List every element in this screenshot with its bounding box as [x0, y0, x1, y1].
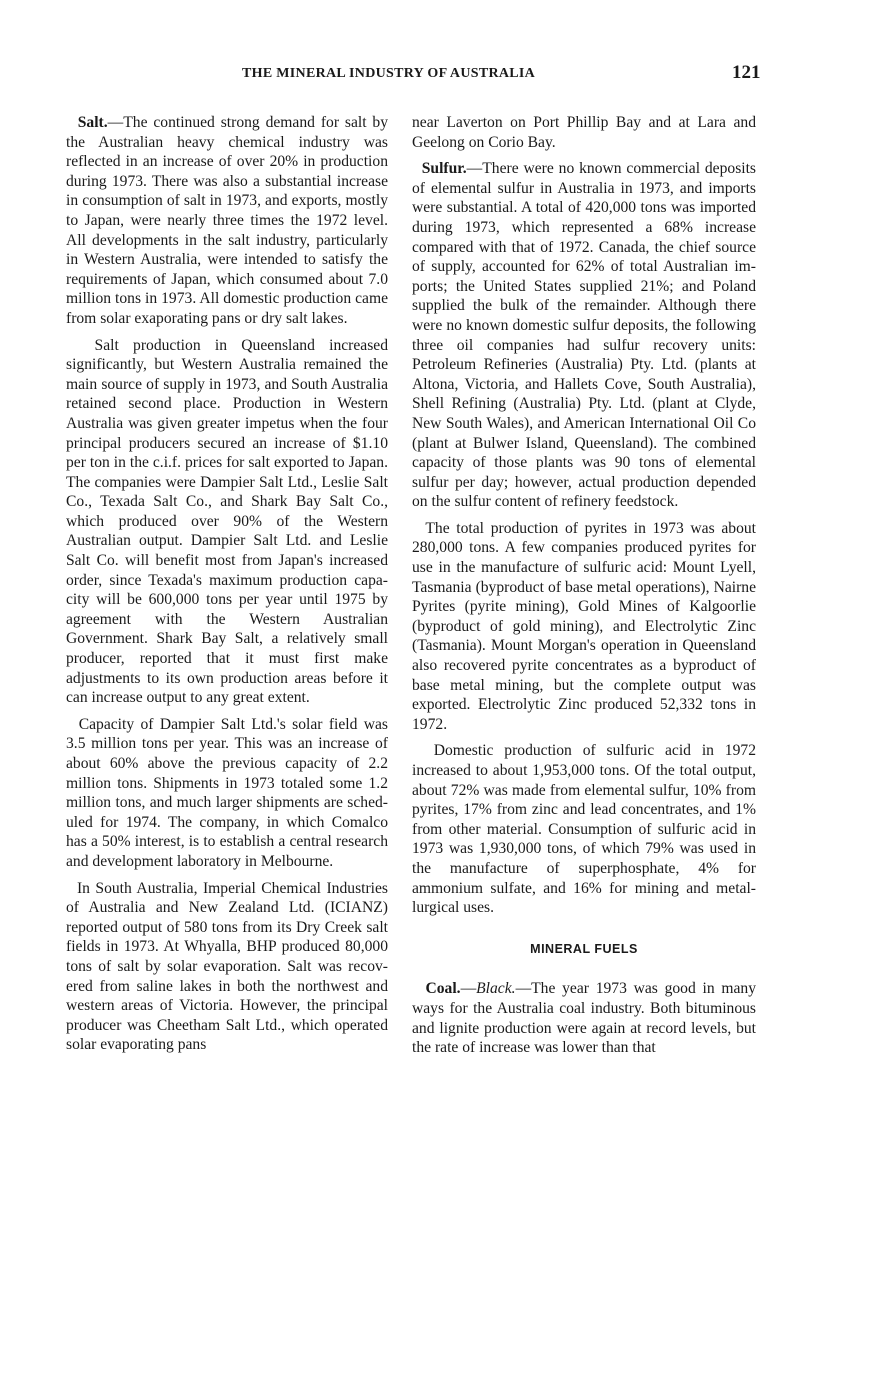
paragraph-salt-production — [66, 336, 388, 708]
sulfur-intro-text: —There were no known commercial deposits of elemental sulfur in Australia in 1973, and imports were substantial. A total of 420,000 tons was imported during 1973, which represented a 68% increase compared with that of 1972. Canada, the chief source of supply, accounted for 62% of total Australian imports; the United States supplied 21%; and Poland supplied the bulk of the remainder. Although there were no known domestic sulfur deposits, the following three oil companies had sulfur recovery units: Petroleum Refineries (Australia) Pty. Ltd. (plants at Altona, Victoria, and Hallets Cove, South Australia), Shell Refining (Australia) Pty. Ltd. (plant at Clyde, New South Wales), and American International Oil Co (plant at Bulwer Island, Queensland). The combined capacity of those plants was 90 tons of elemental sulfur per day; however, actual production depended on the sulfur content of refinery feedstock. — [412, 160, 756, 511]
right-column — [412, 113, 756, 1065]
salt-lead-heading: Salt. — [77, 114, 108, 131]
coal-intro-text: —The year 1973 was good in many ways for the Australia coal industry. Both bituminous and lignite production were again at record levels, but the rate of increase was lower than that — [412, 980, 757, 1057]
paragraph-coal-intro: Coal.—Black.—The year 1973 was good in many ways for the Australia coal industry. Both bituminous and lignite production were again at record levels, but the rate of increase was lower than that — [412, 980, 757, 1057]
paragraph-south-australia — [66, 879, 388, 1055]
running-title: THE MINERAL INDUSTRY OF AUSTRALIA — [242, 66, 536, 81]
salt-continued-text: near Laverton on Port Phillip Bay and at Lara and Geelong on Corio Bay. — [412, 114, 756, 151]
salt-intro-text: —The continued strong demand for salt by the Australian heavy chemical industry was reflected in an increase of over 20% in production during 1973. There was also a substantial increase in consumption of salt in 1973, and exports, mostly to Japan, were nearly three times the 1972 level. All developments in the salt industry, particularly in Western Australia, were intended to satisfy the requirements of Japan, which consumed about 7.0 million tons in 1973. All domestic production came from solar exaporating pans or dry salt lakes. — [66, 114, 389, 327]
coal-lead-heading: Coal. — [425, 980, 461, 998]
paragraph-salt-intro — [66, 113, 388, 329]
page-number: 121 — [732, 62, 761, 83]
south-australia-text: In South Australia, Imperial Chemical Industries of Australia and New Zealand Ltd. (ICIANZ) reported output of 580 tons from its Dry Creek salt fields in 1973. At Whyalla, BHP produced 80,000 tons of salt by solar evaporation. Salt was recovered from saline lakes in both the northwest and western areas of Victoria. However, the principal producer was Cheetham Salt Ltd., which operated solar evaporating pans — [66, 879, 388, 1054]
left-column — [66, 113, 388, 1062]
dampier-capacity-text: Capacity of Dampier Salt Ltd.'s solar field was 3.5 million tons per year. This was an increase of about 60% above the previous capacity of 2.2 million tons. Shipments in 1973 totaled some 1.2 million tons, and much larger shipments are scheduled for 1974. The company, in which Comalco has a 50% interest, is to establish a central research and development laboratory in Melbourne. — [66, 715, 389, 870]
paragraph-sulfur-intro — [412, 159, 756, 512]
sulfuric-acid-text: Domestic production of sulfuric acid in 1972 increased to about 1,953,000 tons. Of the total output, about 72% was made from elemental sulfur, 10% from pyrites, 17% from zinc and lead concentrates, and 1% from other material. Consumption of sulfuric acid in 1973 was 1,930,000 tons, of which 79% was used in the manufacture of superphosphate, 4% for ammonium sulfate, and 16% for mining and metallurgical uses. — [412, 742, 756, 917]
paragraph-pyrites — [412, 519, 756, 735]
section-heading-mineral-fuels: MINERAL FUELS — [530, 941, 638, 956]
sulfur-lead-heading: Sulfur. — [421, 160, 467, 178]
paragraph-dampier-capacity — [66, 715, 388, 872]
salt-production-text: Salt production in Queensland increased significantly, but Western Australia remained the main source of supply in 1973, and South Australia retained second place. Production in Western Australia was given greater impetus when the four principal producers secured an increase of $1.10 per ton in the c.i.f. prices for salt exported to Japan. The companies were Dampier Salt Ltd., Leslie Salt Co., Texada Salt Co., and Shark Bay Salt Co., which produced over 90% of the Western Australian output. Dampier Salt Ltd. and Leslie Salt Co. will benefit most from Japan's increased order, since Texada's maximum production capacity will be 600,000 tons per year until 1975 by agreement with the Western Australian Government. Shark Bay Salt, a relatively small producer, reported that it must first make adjustments to its own production areas before it can increase output to any great extent. — [66, 336, 389, 707]
paragraph-sulfuric-acid — [412, 741, 756, 917]
pyrites-text: The total production of pyrites in 1973 was about 280,000 tons. A few companies produced pyrites for use in the manufacture of sulfuric acid: Mount Lyell, Tasmania (byproduct of base metal operations), Nairne Pyrites (pyrite mining), Gold Mines of Kalgoorlie (byproduct of gold mining), and Electrolytic Zinc (Tasmania). Mount Morgan's operation in Queensland also recovered pyrite concentrates as a byproduct of base metal mining, but the complete output was exported. Electrolytic Zinc produced 52,332 tons in 1972. — [412, 519, 756, 733]
running-header — [0, 64, 870, 90]
paragraph-salt-continued — [412, 113, 756, 152]
coal-subheading-black: Black. — [476, 980, 516, 998]
